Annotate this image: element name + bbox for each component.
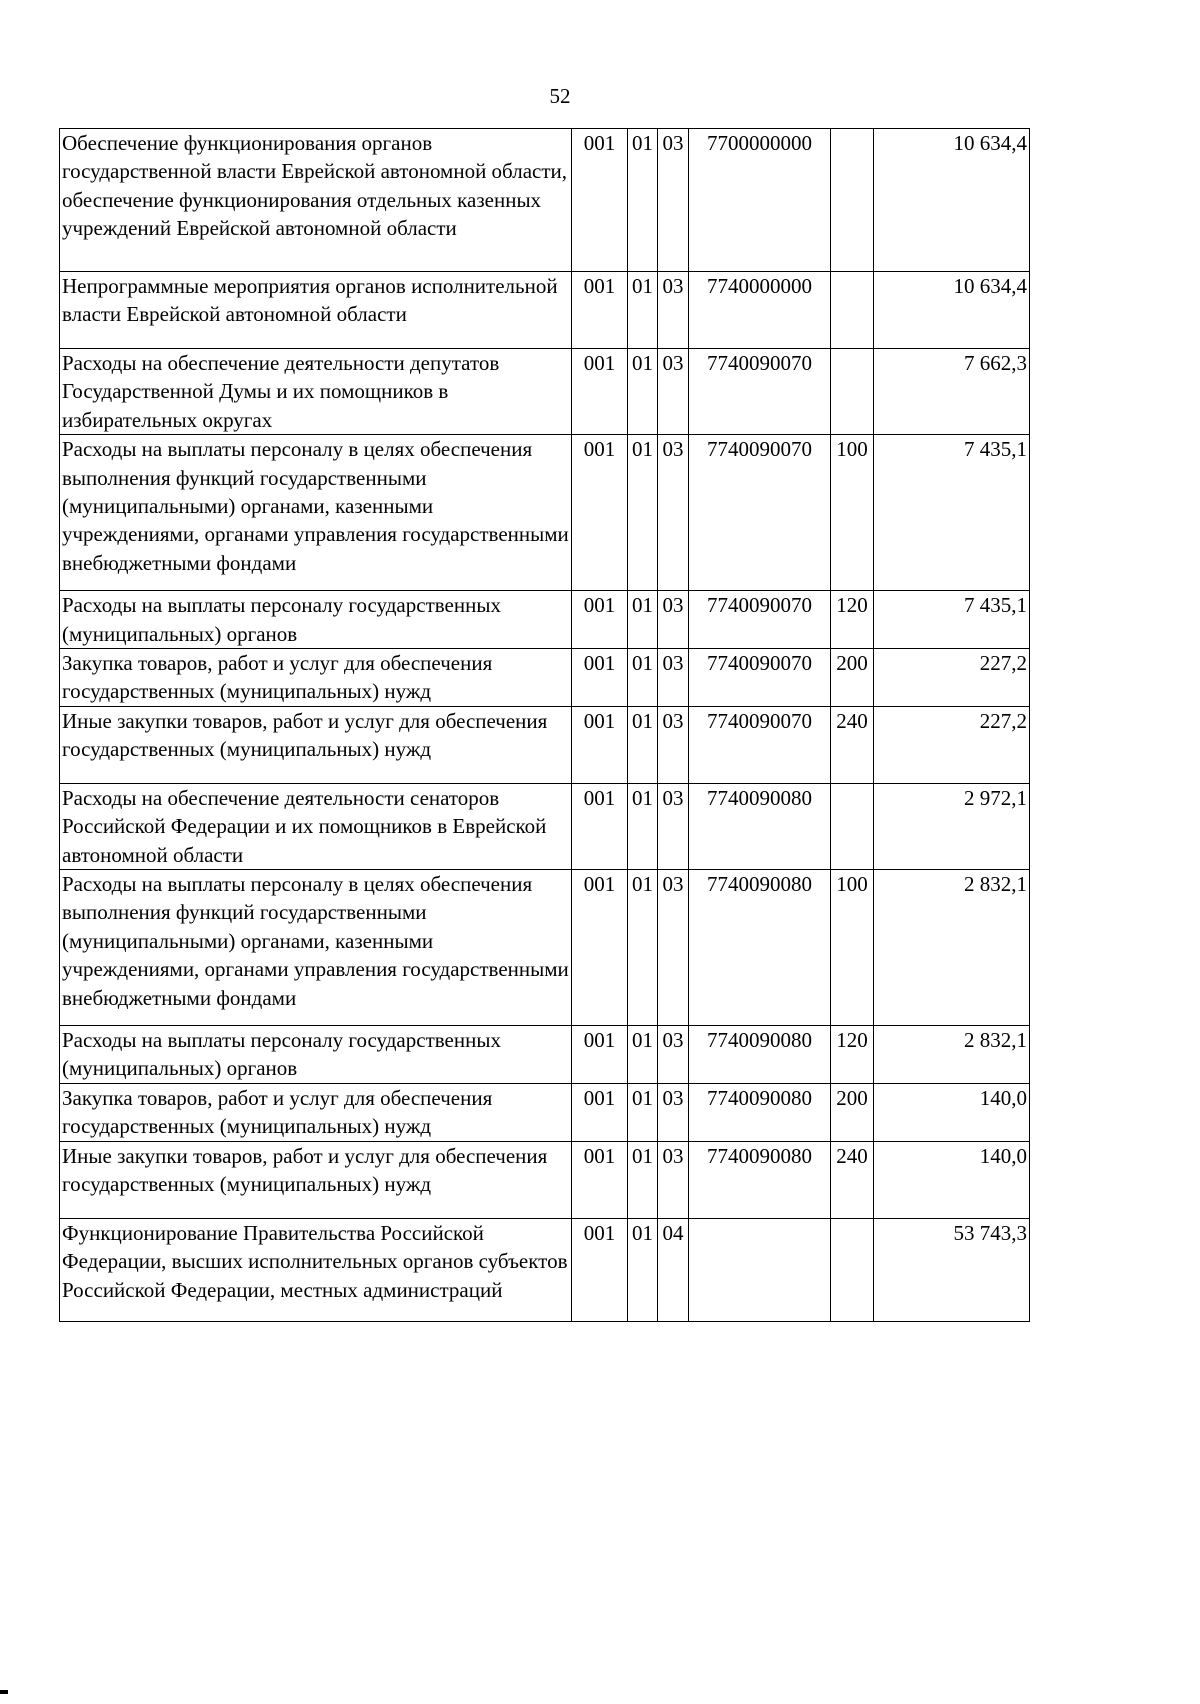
row-name-cell: Расходы на выплаты персоналу в целях обеспечения выполнения функций государственными (муниципальными) органами, казенными учреждениями, органами управления государственными внебюджетными фондами [60,870,572,1026]
admin-code-cell: 001 [572,1083,628,1141]
section-code-cell: 01 [628,591,658,649]
subsection-code-cell: 03 [658,129,689,272]
expense-type-cell: 120 [831,1026,874,1084]
section-code-cell: 01 [628,1083,658,1141]
table-row [60,783,1030,869]
row-name-cell: Непрограммные мероприятия органов исполнительной власти Еврейской автономной области [60,272,572,349]
row-name-cell: Иные закупки товаров, работ и услуг для обеспечения государственных (муниципальных) нужд [60,1141,572,1218]
section-code-cell: 01 [628,1141,658,1218]
page-number: 52 [549,84,571,108]
subsection-code-cell: 03 [658,1083,689,1141]
expense-type-cell: 100 [831,870,874,1026]
admin-code-cell: 001 [572,435,628,591]
row-name-cell: Обеспечение функционирования органов государственной власти Еврейской автономной области, обеспечение функционирования отдельных казенных учреждений Еврейской автономной области [60,129,572,272]
section-code-cell: 01 [628,1218,658,1321]
row-name-cell: Закупка товаров, работ и услуг для обеспечения государственных (муниципальных) нужд [60,1083,572,1141]
amount-cell: 227,2 [874,649,1030,707]
subsection-code-cell: 03 [658,1141,689,1218]
section-code-cell: 01 [628,783,658,869]
amount-cell: 7 662,3 [874,349,1030,435]
expense-type-cell: 100 [831,435,874,591]
budget-table [59,128,1030,1322]
target-article-cell: 7740090080 [689,1141,831,1218]
row-name-cell: Расходы на выплаты персоналу государственных (муниципальных) органов [60,591,572,649]
section-code-cell: 01 [628,272,658,349]
target-article-cell: 7740090080 [689,1026,831,1084]
target-article-cell: 7740090070 [689,349,831,435]
target-article-cell: 7740090070 [689,649,831,707]
subsection-code-cell: 03 [658,591,689,649]
admin-code-cell: 001 [572,706,628,783]
row-name-cell: Закупка товаров, работ и услуг для обеспечения государственных (муниципальных) нужд [60,649,572,707]
table-row [60,272,1030,349]
amount-cell: 2 972,1 [874,783,1030,869]
target-article-cell: 7740090080 [689,870,831,1026]
admin-code-cell: 001 [572,1218,628,1321]
table-row [60,129,1030,272]
target-article-cell: 7700000000 [689,129,831,272]
table-row [60,1026,1030,1084]
amount-cell: 140,0 [874,1141,1030,1218]
expense-type-cell [831,129,874,272]
scan-edge-mark [0,1690,8,1694]
amount-cell: 140,0 [874,1083,1030,1141]
row-name-cell: Расходы на выплаты персоналу государственных (муниципальных) органов [60,1026,572,1084]
row-name-cell: Расходы на обеспечение деятельности депутатов Государственной Думы и их помощников в избирательных округах [60,349,572,435]
amount-cell: 7 435,1 [874,435,1030,591]
admin-code-cell: 001 [572,129,628,272]
subsection-code-cell: 03 [658,272,689,349]
section-code-cell: 01 [628,129,658,272]
table-row [60,1218,1030,1321]
target-article-cell: 7740090070 [689,591,831,649]
admin-code-cell: 001 [572,783,628,869]
expense-type-cell: 200 [831,1083,874,1141]
expense-type-cell: 240 [831,1141,874,1218]
section-code-cell: 01 [628,870,658,1026]
table-row [60,591,1030,649]
target-article-cell: 7740090070 [689,435,831,591]
target-article-cell: 7740090080 [689,783,831,869]
expense-type-cell [831,349,874,435]
table-row [60,870,1030,1026]
expense-type-cell: 240 [831,706,874,783]
subsection-code-cell: 04 [658,1218,689,1321]
expense-type-cell [831,1218,874,1321]
subsection-code-cell: 03 [658,706,689,783]
row-name-cell: Расходы на выплаты персоналу в целях обеспечения выполнения функций государственными (муниципальными) органами, казенными учреждениями, органами управления государственными внебюджетными фондами [60,435,572,591]
row-name-cell: Расходы на обеспечение деятельности сенаторов Российской Федерации и их помощников в Еврейской автономной области [60,783,572,869]
subsection-code-cell: 03 [658,783,689,869]
subsection-code-cell: 03 [658,870,689,1026]
expense-type-cell [831,272,874,349]
budget-table-body [60,129,1030,1322]
table-row [60,1141,1030,1218]
amount-cell: 7 435,1 [874,591,1030,649]
admin-code-cell: 001 [572,591,628,649]
section-code-cell: 01 [628,435,658,591]
subsection-code-cell: 03 [658,1026,689,1084]
admin-code-cell: 001 [572,349,628,435]
amount-cell: 10 634,4 [874,129,1030,272]
admin-code-cell: 001 [572,870,628,1026]
table-row [60,706,1030,783]
subsection-code-cell: 03 [658,435,689,591]
amount-cell: 53 743,3 [874,1218,1030,1321]
row-name-cell: Иные закупки товаров, работ и услуг для обеспечения государственных (муниципальных) нужд [60,706,572,783]
amount-cell: 227,2 [874,706,1030,783]
subsection-code-cell: 03 [658,349,689,435]
target-article-cell: 7740090080 [689,1083,831,1141]
expense-type-cell [831,783,874,869]
section-code-cell: 01 [628,706,658,783]
table-row [60,649,1030,707]
admin-code-cell: 001 [572,1026,628,1084]
row-name-cell: Функционирование Правительства Российской Федерации, высших исполнительных органов субъектов Российской Федерации, местных администраций [60,1218,572,1321]
amount-cell: 2 832,1 [874,1026,1030,1084]
admin-code-cell: 001 [572,649,628,707]
target-article-cell: 7740000000 [689,272,831,349]
target-article-cell: 7740090070 [689,706,831,783]
section-code-cell: 01 [628,1026,658,1084]
subsection-code-cell: 03 [658,649,689,707]
section-code-cell: 01 [628,649,658,707]
expense-type-cell: 200 [831,649,874,707]
table-row [60,1083,1030,1141]
amount-cell: 2 832,1 [874,870,1030,1026]
amount-cell: 10 634,4 [874,272,1030,349]
table-row [60,349,1030,435]
table-row [60,435,1030,591]
target-article-cell [689,1218,831,1321]
admin-code-cell: 001 [572,1141,628,1218]
admin-code-cell: 001 [572,272,628,349]
expense-type-cell: 120 [831,591,874,649]
section-code-cell: 01 [628,349,658,435]
